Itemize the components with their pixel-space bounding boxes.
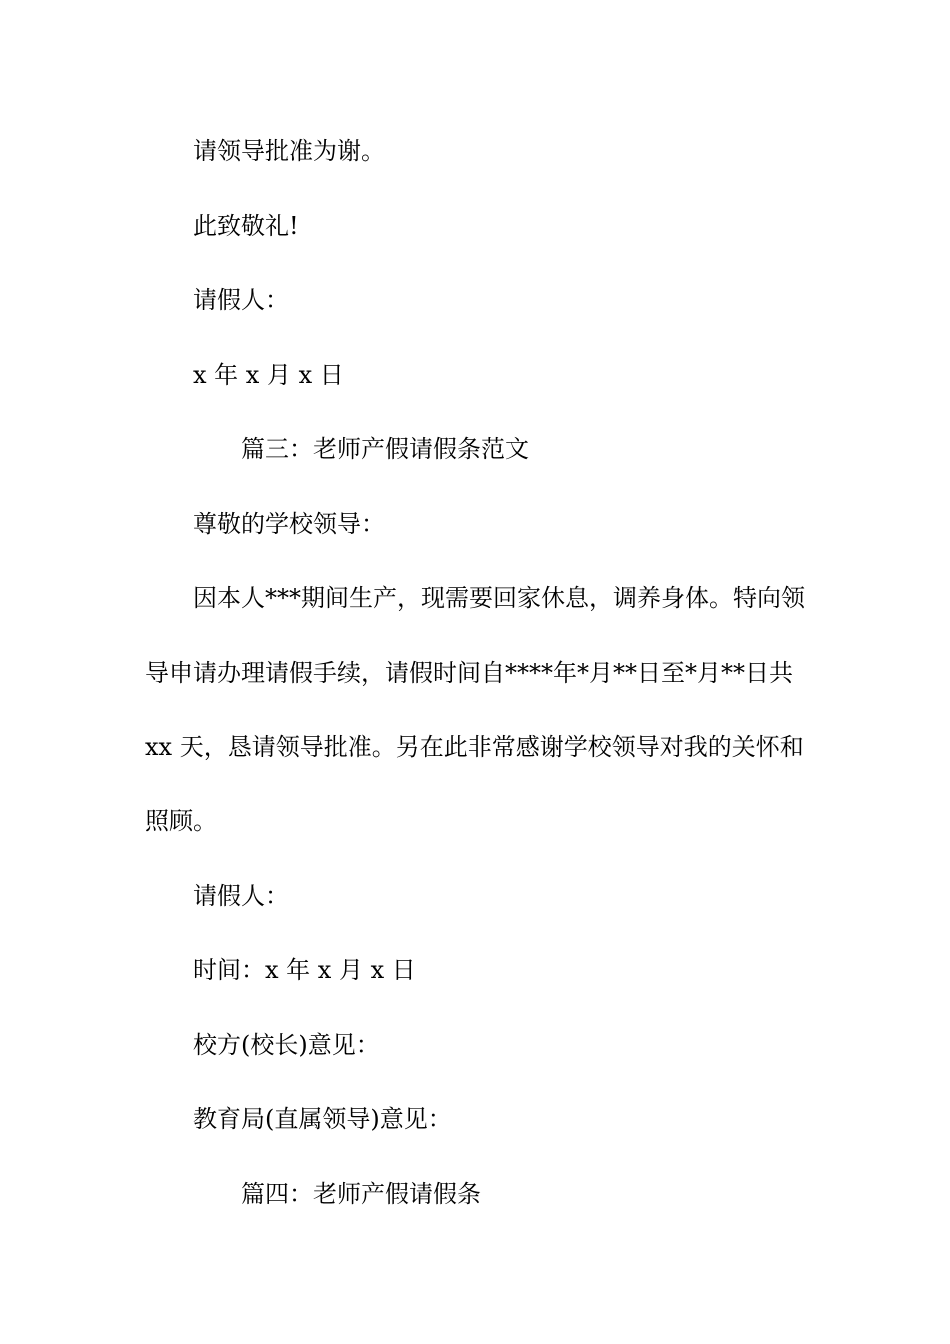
principal-opinion-line: 校方(校长)意见： bbox=[193, 1031, 380, 1059]
body-paragraph-line-2: 导申请办理请假手续，请假时间自****年*月**日至*月**日共 bbox=[145, 659, 793, 687]
section-heading-4: 篇四：老师产假请假条 bbox=[241, 1180, 481, 1208]
body-paragraph-line-1: 因本人***期间生产，现需要回家休息，调养身体。特向领 bbox=[193, 584, 805, 612]
time-line: 时间：x 年 x 月 x 日 bbox=[193, 956, 416, 984]
section-heading-3: 篇三：老师产假请假条范文 bbox=[241, 435, 529, 463]
body-paragraph-line-4: 照顾。 bbox=[145, 807, 217, 835]
bureau-opinion-line: 教育局(直属领导)意见： bbox=[193, 1105, 452, 1133]
date-line: x 年 x 月 x 日 bbox=[193, 361, 344, 389]
applicant-label: 请假人： bbox=[193, 286, 289, 314]
applicant-label-2: 请假人： bbox=[193, 882, 289, 910]
addressee-line: 尊敬的学校领导： bbox=[193, 510, 385, 538]
salutation-line: 此致敬礼! bbox=[193, 212, 299, 240]
closing-request-line: 请领导批准为谢。 bbox=[193, 137, 385, 165]
body-paragraph-line-3: xx 天，恳请领导批准。另在此非常感谢学校领导对我的关怀和 bbox=[145, 733, 804, 761]
